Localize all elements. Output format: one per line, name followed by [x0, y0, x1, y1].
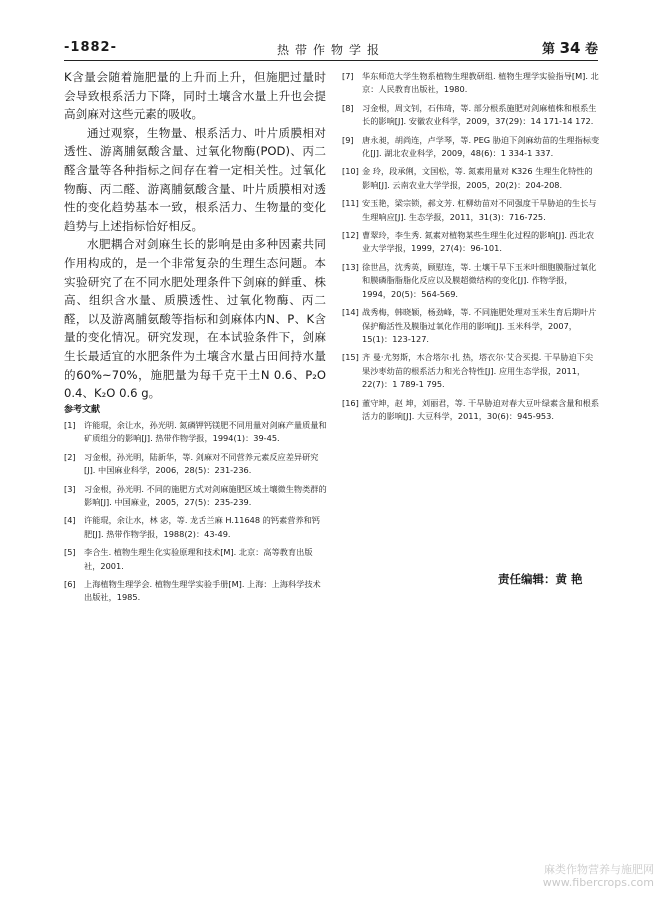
reference-text: 上海植物生理学会. 植物生理学实验手册[M]. 上海：上海科学技术出版社，1985. — [84, 579, 321, 603]
reference-item — [64, 578, 328, 605]
reference-item — [342, 102, 600, 129]
reference-text: 齐 曼·尤努斯，木合塔尔·扎 热，塔衣尔·艾合买提. 干旱胁迫下尖果沙枣幼苗的根系活力和光合特性[J]. 应用生态学报，2011，22(7)：1 789-1 795. — [362, 352, 594, 390]
reference-number: [2] — [64, 451, 76, 462]
reference-number: [1] — [64, 420, 76, 430]
volume-number: 34 — [559, 39, 581, 57]
reference-item — [342, 261, 600, 301]
reference-item — [64, 514, 328, 541]
references-title: 参考文献 — [64, 405, 101, 415]
reference-text: 李合生. 植物生理生化实验原理和技术[M]. 北京：高等教育出版社，2001. — [84, 547, 313, 571]
volume-suffix: 卷 — [584, 42, 598, 57]
reference-text: 唐永昶，胡尚连，卢学琴，等. PEG 胁迫下剑麻幼苗的生理指标变化[J]. 湖北农业科学，2009，48(6)：1 334-1 337. — [362, 134, 600, 159]
reference-item — [342, 134, 600, 161]
responsible-editor: 责任编辑：黄 艳 — [498, 572, 583, 586]
page-number: -1882- — [64, 40, 117, 55]
reference-number: [16] — [342, 397, 359, 408]
reference-number: [13] — [342, 261, 359, 272]
watermark-line-2: www.fibercrops.com — [542, 876, 654, 889]
reference-item — [342, 197, 600, 224]
reference-text: 习金根，孙光明，陆新华，等. 剑麻对不同营养元素反应差异研究[J]. 中国麻业科学，2006，28(5)：231-236. — [84, 451, 319, 476]
reference-text: 战秀梅，韩晓颖，杨劲峰，等. 不同施肥处理对玉米生育后期叶片保护酶活性及膜脂过氧化作用的影响[J]. 玉米科学，2007，15(1)：123-127. — [362, 307, 597, 344]
page-header — [64, 40, 598, 60]
volume-label — [542, 38, 598, 57]
header-rule — [64, 60, 598, 61]
reference-item — [342, 397, 600, 424]
reference-number: [9] — [342, 134, 354, 145]
reference-number: [14] — [342, 307, 359, 318]
reference-number: [5] — [64, 547, 76, 558]
reference-item — [342, 165, 600, 192]
reference-number: [7] — [342, 71, 354, 81]
references-list-left — [64, 419, 328, 610]
reference-item — [342, 229, 600, 256]
reference-item — [342, 70, 600, 97]
reference-number: [4] — [64, 515, 76, 526]
paragraph-1: K含量会随着施肥量的上升而上升，但施肥过量时会导致根系活力下降，同时土壤含水量上升也会提高剑麻对这些元素的吸收。 — [64, 70, 326, 122]
reference-number: [3] — [64, 483, 76, 494]
reference-number: [8] — [342, 102, 354, 113]
journal-title: 热带作物学报 — [276, 43, 385, 57]
references-list-right — [342, 70, 600, 428]
reference-number: [6] — [64, 579, 76, 590]
reference-text: 徐世昌，沈秀英，顾慰连，等. 土壤干旱下玉米叶细胞膜脂过氧化和膜磷脂脂脂化反应以及膜超微结构的变化[J]. 作物学报，1994，20(5)：564-569. — [362, 261, 597, 299]
reference-item — [64, 451, 328, 478]
reference-number: [11] — [342, 198, 359, 209]
volume-prefix: 第 — [542, 42, 556, 57]
reference-text: 华东师范大学生物系植物生理教研组. 植物生理学实验指导[M]. 北京：人民教育出版社，1980. — [362, 71, 599, 95]
reference-number: [10] — [342, 166, 359, 177]
body-text — [64, 68, 326, 403]
reference-item — [64, 483, 328, 510]
paragraph-2: 通过观察，生物量、根系活力、叶片质膜相对透性、游离脯氨酸含量、过氧化物酶(POD)、丙二醛含量等各种指标之间存在着一定相关性。过氧化物酶、丙二醛、游离脯氨酸含量、叶片质膜相对透性的变化趋势基本一致，根系活力、生物量的变化趋势与上述指标恰好相反。 — [64, 125, 326, 233]
reference-item — [64, 419, 328, 446]
reference-item — [342, 306, 600, 346]
reference-item — [64, 546, 328, 573]
reference-number: [12] — [342, 230, 359, 241]
site-watermark — [543, 863, 654, 889]
reference-text: 习金根，周文钊，石伟琦，等. 部分根系施肥对剑麻植株和根系生长的影响[J]. 安徽农业科学，2009，37(29)：14 171-14 172. — [362, 102, 597, 127]
reference-text: 董守坤，赵 坤，刘丽君，等. 干旱胁迫对春大豆叶绿素含量和根系活力的影响[J]. 大豆科学，2011，30(6)：945-953. — [362, 397, 600, 421]
reference-text: 习金根，孙光明. 不同的施肥方式对剑麻施肥区域土壤微生物类群的影响[J]. 中国麻业，2005，27(5)：235-239. — [84, 483, 327, 508]
reference-text: 安玉艳，梁宗锁，郝文芳. 杠柳幼苗对不同强度干旱胁迫的生长与生理响应[J]. 生态学报，2011，31(3)：716-725. — [362, 198, 597, 222]
reference-text: 金 玲，段承俐，文国松，等. 氮素用量对 K326 生理生化特性的影响[J]. 云南农业大学学报，2005，20(2)：204-208. — [362, 166, 593, 190]
reference-number: [15] — [342, 352, 359, 363]
paragraph-3: 水肥耦合对剑麻生长的影响是由多种因素共同作用构成的，是一个非常复杂的生理生态问题。本实验研究了在不同水肥处理条件下剑麻的鲜重、株高、组织含水量、质膜透性、过氧化物酶、丙二醛，以及游离脯氨酸等指标和剑麻体内N、P、K含量的变化情况。研究发现，在本试验条件下，剑麻生长最适宜的水肥条件为土壤含水量占田间持水量的60%~70%，施肥量为每千克干土N 0.6、P₂O 0.4、K₂O 0.6 g。 — [64, 237, 326, 401]
reference-text: 许能琨，余让水，孙光明. 氮磷钾钙镁肥不同用量对剑麻产量质量和矿质组分的影响[J]. 热带作物学报，1994(1)：39-45. — [84, 420, 327, 444]
reference-text: 曹翠玲，李生秀. 氮素对植物某些生理生化过程的影响[J]. 西北农业大学学报，1999，27(4)：96-101. — [362, 230, 595, 254]
reference-item — [342, 351, 600, 391]
reference-text: 许能琨，余让水，林 宓，等. 龙舌兰麻 H.11648 的钙素营养和钙肥[J]. 热带作物学报，1988(2)：43-49. — [84, 515, 320, 539]
watermark-line-1: 麻类作物营养与施肥网 — [544, 863, 654, 876]
